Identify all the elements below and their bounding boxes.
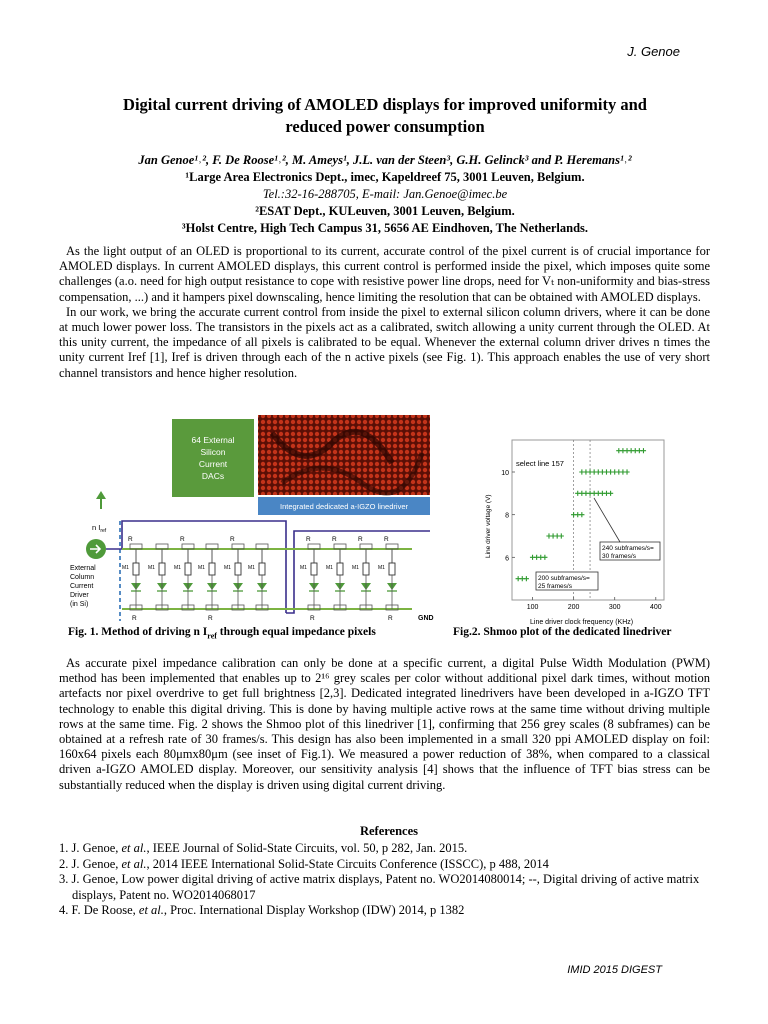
transistor-label: M1 bbox=[300, 565, 307, 571]
transistor-symbol bbox=[235, 563, 241, 575]
affiliation-3: ³Holst Centre, High Tech Campus 31, 5656 AE Eindhoven, The Netherlands. bbox=[181, 221, 589, 235]
reference-item: 4. F. De Roose, et al., Proc. International Display Workshop (IDW) 2014, p 1382 bbox=[59, 903, 465, 918]
resistor-label: R bbox=[180, 536, 185, 543]
transistor-symbol bbox=[209, 563, 215, 575]
body-section-2 bbox=[59, 656, 710, 793]
transistor-label: M1 bbox=[198, 565, 205, 571]
title-line-1: Digital current driving of AMOLED displays for improved uniformity and bbox=[123, 95, 647, 114]
driver-label-line-4: Driver bbox=[70, 592, 89, 599]
x-tick-label: 400 bbox=[649, 604, 662, 611]
linedriver-label: Integrated dedicated a-IGZO linedriver bbox=[280, 502, 408, 511]
driver-label-line-2: Column bbox=[70, 574, 95, 581]
y-tick-label: 8 bbox=[505, 512, 509, 520]
running-footer: IMID 2015 DIGEST bbox=[567, 964, 662, 976]
paragraph-1: As the light output of an OLED is proportional to its current, accurate control of the pixel current is of crucial importance for AMOLED displays. In current AMOLED displays, this current control is performed inside the pixel, which imposes quite some challenges (a.o. need for high output resistance to cope with resistive power line drops, need for Vₜ non-uniformity and bias-stress compensation, ...) and it hampers pixel downscaling, hence limiting the resolution that can be obtained with AMOLED displays. bbox=[59, 244, 710, 304]
input-arrow-icon bbox=[96, 491, 106, 509]
resistor-label: R bbox=[128, 536, 133, 543]
dac-label-line-1: 64 External bbox=[191, 435, 235, 445]
title-line-2: reduced power consumption bbox=[285, 117, 485, 136]
transistor-label: M1 bbox=[352, 565, 359, 571]
transistor-label: M1 bbox=[148, 565, 155, 571]
paragraph-3: As accurate pixel impedance calibration can only be done at a specific current, a digital Pulse Width Modulation (PWM) method has been implemented that enables up to 2¹⁶ grey scales per color without additional pixel dark times, without motion artefacts nor pixel overdrive to get full brightness [2,3]. Dedicated integrated linedrivers have been developed in a-IGZO TFT technology to enable this digital driving. This is done by having multiple active rows at the same time without driving multiple rows at the same time. Fig. 2 shows the Shmoo plot of this linedriver [1], confirming that 256 grey scales (8 subframes) can be obtained at a refresh rate of 30 frames/s. This design has also been implemented in a small 320 ppi AMOLED display on foil: 160x64 pixels each 80μmx80μm (see inset of Fig.1). We measured a power reduction of 38%, when compared to a classical driven a-IGZO AMOLED display. Moreover, our sensitivity analysis [4] shows that the influence of TFT bias stress can be substantially reduced when the display is driven using digital current driving. bbox=[59, 656, 710, 792]
annotation-box-2-line-1: 200 subframes/s= bbox=[538, 575, 590, 582]
x-tick-label: 100 bbox=[526, 604, 539, 611]
resistor-label: R bbox=[230, 536, 235, 543]
affiliation-1: ¹Large Area Electronics Dept., imec, Kapeldreef 75, 3001 Leuven, Belgium. bbox=[185, 170, 585, 184]
figure-2-caption: Fig.2. Shmoo plot of the dedicated linedriver bbox=[453, 626, 672, 638]
driver-label-line-1: External bbox=[70, 565, 96, 572]
dac-label-line-3: Current bbox=[198, 459, 228, 469]
author-list: Jan Genoe¹˒², F. De Roose¹˒², M. Ameys¹, J.L. van der Steen³, G.H. Gelinck³ and P. Heremans¹˒² bbox=[138, 153, 632, 167]
gnd-label: GND bbox=[418, 615, 434, 622]
transistor-symbol bbox=[337, 563, 343, 575]
transistor-symbol bbox=[133, 563, 139, 575]
references-list bbox=[59, 841, 719, 918]
y-axis-label: Line driver voltage (V) bbox=[485, 494, 492, 558]
y-tick-label: 10 bbox=[501, 470, 509, 477]
transistor-symbol bbox=[389, 563, 395, 575]
transistor-label: M1 bbox=[248, 565, 255, 571]
transistor-symbol bbox=[363, 563, 369, 575]
transistor-label: M1 bbox=[326, 565, 333, 571]
transistor-symbol bbox=[185, 563, 191, 575]
paper-title bbox=[60, 94, 710, 138]
transistor-symbol bbox=[259, 563, 265, 575]
driver-label-line-3: Current bbox=[70, 583, 94, 590]
resistor-label: R bbox=[358, 536, 363, 543]
transistor-label: M1 bbox=[122, 565, 129, 571]
transistor-symbol bbox=[311, 563, 317, 575]
resistor-label: R bbox=[306, 536, 311, 543]
reference-item: 2. J. Genoe, et al., 2014 IEEE International Solid-State Circuits Conference (ISSCC), p 488, 2014 bbox=[59, 856, 549, 871]
figure-2-shmoo-plot bbox=[470, 436, 668, 630]
reference-item: 3. J. Genoe, Low power digital driving of active matrix displays, Patent no. WO2014080014; --, Digital driving of active matrix displays, Patent no. WO2014068017 bbox=[59, 872, 700, 902]
transistor-symbol bbox=[159, 563, 165, 575]
x-tick-label: 200 bbox=[567, 604, 580, 611]
resistor-label: R bbox=[310, 615, 315, 622]
transistor-label: M1 bbox=[174, 565, 181, 571]
resistor-label: R bbox=[388, 615, 393, 622]
body-section-1 bbox=[59, 244, 710, 381]
figure-1-circuit bbox=[62, 413, 434, 625]
resistor-label: R bbox=[384, 536, 389, 543]
dac-label-line-4: DACs bbox=[201, 471, 225, 481]
resistor-label: R bbox=[208, 615, 213, 622]
driver-label-line-5: (in Si) bbox=[70, 601, 89, 608]
transistor-label: M1 bbox=[378, 565, 385, 571]
annotation-box-2-line-2: 25 frames/s bbox=[538, 583, 572, 590]
x-tick-label: 300 bbox=[608, 604, 621, 611]
annotation-box-1-line-2: 30 frames/s bbox=[602, 553, 636, 560]
reference-item: 1. J. Genoe, et al., IEEE Journal of Solid-State Circuits, vol. 50, p 282, Jan. 2015. bbox=[59, 841, 468, 856]
resistor-label: R bbox=[332, 536, 337, 543]
references-heading: References bbox=[359, 824, 419, 838]
resistor-label: R bbox=[132, 615, 137, 622]
y-tick-label: 6 bbox=[505, 555, 509, 563]
affiliation-2: ²ESAT Dept., KULeuven, 3001 Leuven, Belgium. bbox=[255, 204, 515, 218]
paragraph-2: In our work, we bring the accurate current control from inside the pixel to external silicon column drivers, where it can be done at much lower power loss. The transistors in the pixels act as a calibrated, switch allowing a unity current through the OLED. At this unity current, the impedance of all pixels is calibrated to be equal. Whenever the external column driver drives n times the unity current Iref [1], Iref is driven through each of the n active pixels (see Fig. 1). This approach enables the use of very short channel transistors and hence higher resolution. bbox=[59, 304, 710, 380]
annotation-box-1-line-1: 240 subframes/s= bbox=[602, 545, 654, 552]
contact-info: Tel.:32-16-288705, E-mail: Jan.Genoe@imec.be bbox=[262, 187, 508, 201]
x-axis-label: Line driver clock frequency (KHz) bbox=[530, 619, 634, 626]
figure-1-caption: Fig. 1. Method of driving n $I_{ref}$ through equal impedance pixels bbox=[68, 626, 376, 641]
annotation-select-line: select line 157 bbox=[516, 459, 564, 468]
transistor-label: M1 bbox=[224, 565, 231, 571]
running-header-author: J. Genoe bbox=[627, 44, 680, 59]
input-current-label: n $I_{ref}$ bbox=[92, 523, 107, 534]
dac-label-line-2: Silicon bbox=[200, 447, 226, 457]
references-section bbox=[59, 824, 719, 918]
author-affiliations bbox=[60, 152, 710, 237]
dac-box bbox=[172, 419, 254, 497]
